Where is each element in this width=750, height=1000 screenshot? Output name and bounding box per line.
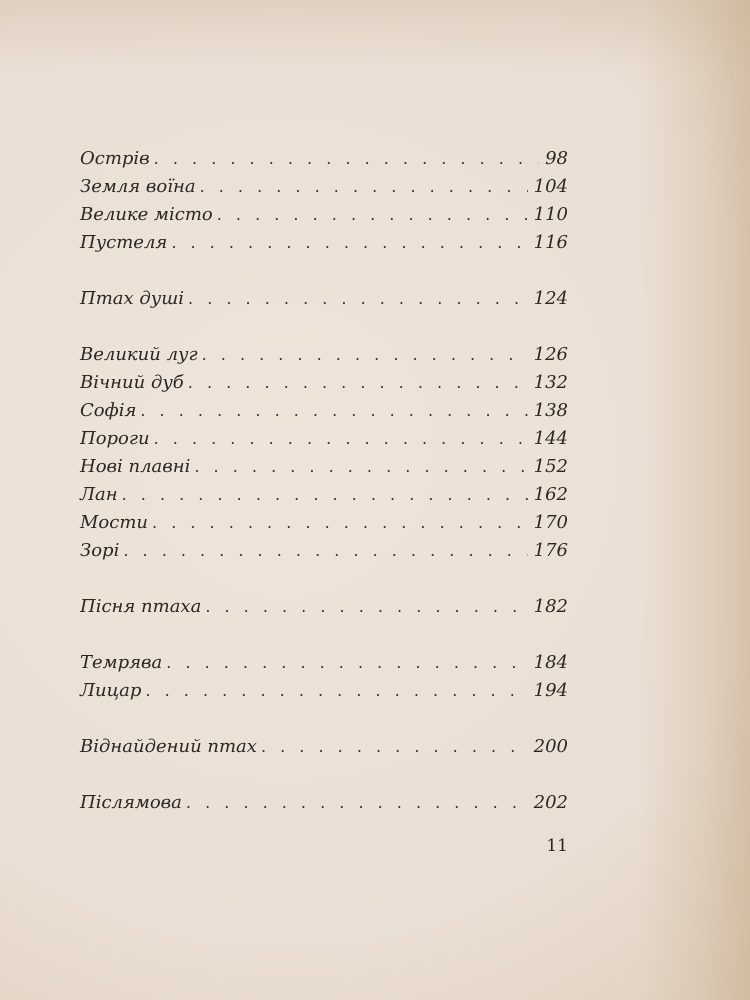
toc-entry-title: Нові плавні (80, 456, 191, 477)
dot-leader (202, 341, 528, 369)
dot-leader (217, 201, 528, 229)
toc-entry-title: Острів (80, 148, 150, 169)
toc-entry-page: 124 (533, 288, 568, 309)
toc-entry-title: Птах душі (80, 288, 185, 309)
toc-entry (80, 425, 568, 453)
toc-entry (80, 649, 568, 677)
toc-entry-page: 116 (533, 232, 568, 253)
toc-entry-page: 152 (533, 456, 568, 477)
toc-entry (80, 537, 568, 565)
toc-entry-title: Великий луг (80, 344, 198, 365)
toc-entry-page: 170 (533, 512, 568, 533)
toc-entry-title: Лицар (80, 680, 142, 701)
toc-entry (80, 173, 568, 201)
dot-leader (186, 789, 528, 817)
toc-entry-title: Післямова (80, 792, 182, 813)
dot-leader (122, 481, 528, 509)
toc-entry (80, 453, 568, 481)
toc-entry-page: 202 (533, 792, 568, 813)
dot-leader (123, 537, 527, 565)
toc-entry-title: Темрява (80, 652, 163, 673)
toc-entry-page: 126 (533, 344, 568, 365)
toc-entry-page: 182 (533, 596, 568, 617)
toc-entry (80, 733, 568, 761)
dot-leader (188, 285, 528, 313)
toc-entry-page: 110 (533, 204, 568, 225)
dot-leader (154, 145, 539, 173)
dot-leader (188, 369, 528, 397)
toc-entry-page: 138 (533, 400, 568, 421)
toc-entry-title: Пустеля (80, 232, 168, 253)
toc-entry (80, 789, 568, 817)
toc-entry (80, 285, 568, 313)
toc-entry-page: 132 (533, 372, 568, 393)
toc-entry (80, 677, 568, 705)
toc-entry (80, 481, 568, 509)
toc-entry-page: 98 (545, 148, 568, 169)
toc-entry-page: 184 (533, 652, 568, 673)
dot-leader (145, 677, 527, 705)
table-of-contents (80, 145, 568, 817)
toc-entry-title: Віднайдений птах (80, 736, 257, 757)
toc-entry (80, 397, 568, 425)
toc-entry-title: Зорі (80, 540, 120, 561)
toc-entry-title: Земля воїна (80, 176, 196, 197)
dot-leader (140, 397, 527, 425)
toc-entry (80, 593, 568, 621)
toc-entry (80, 201, 568, 229)
toc-entry (80, 369, 568, 397)
toc-entry-title: Пороги (80, 428, 150, 449)
toc-entry-page: 144 (533, 428, 568, 449)
toc-entry (80, 509, 568, 537)
toc-entry-title: Вічний дуб (80, 372, 184, 393)
toc-entry-title: Лан (80, 484, 118, 505)
dot-leader (194, 453, 527, 481)
toc-entry-title: Мости (80, 512, 149, 533)
toc-entry-page: 194 (533, 680, 568, 701)
toc-entry-page: 200 (533, 736, 568, 757)
toc-entry-title: Софія (80, 400, 137, 421)
toc-entry (80, 145, 568, 173)
toc-entry (80, 341, 568, 369)
dot-leader (200, 173, 528, 201)
dot-leader (166, 649, 527, 677)
toc-entry-page: 104 (533, 176, 568, 197)
toc-entry (80, 229, 568, 257)
toc-entry-page: 176 (533, 540, 568, 561)
toc-entry-page: 162 (533, 484, 568, 505)
toc-entry-title: Пісня птаха (80, 596, 202, 617)
dot-leader (205, 593, 527, 621)
dot-leader (261, 733, 528, 761)
dot-leader (171, 229, 527, 257)
dot-leader (154, 425, 528, 453)
dot-leader (152, 509, 528, 537)
toc-entry-title: Велике місто (80, 204, 213, 225)
page-number: 11 (546, 836, 568, 856)
